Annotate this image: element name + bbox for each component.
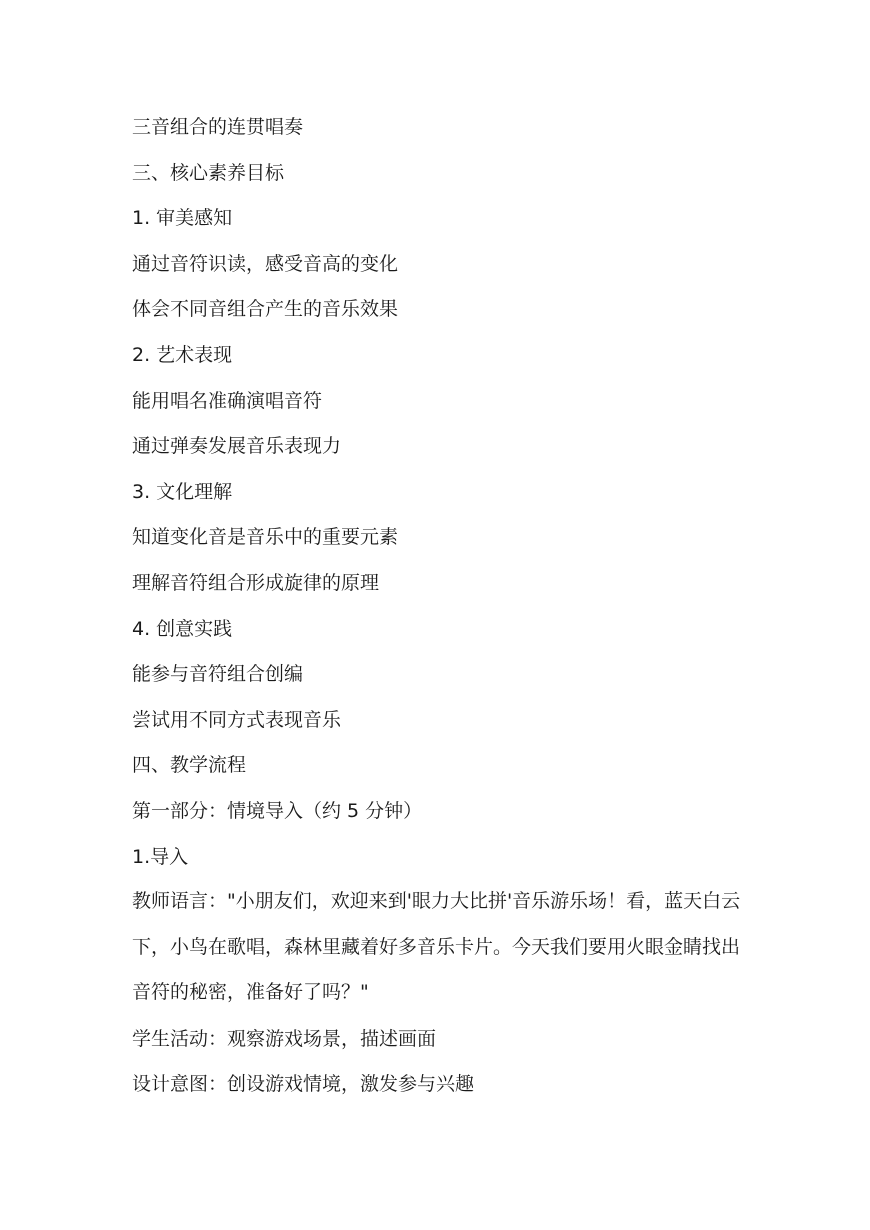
subsection-heading: 2. 艺术表现	[132, 343, 233, 366]
text-line: 能用唱名准确演唱音符	[132, 389, 323, 412]
text-line: 尝试用不同方式表现音乐	[132, 708, 342, 731]
subsection-heading: 1. 审美感知	[132, 207, 233, 230]
text-line: 三音组合的连贯唱奏	[132, 116, 304, 138]
text-line: 能参与音符组合创编	[132, 663, 304, 686]
subsection-heading: 3. 文化理解	[132, 480, 233, 503]
teacher-speech-paragraph: 教师语言："小朋友们，欢迎来到'眼力大比拼'音乐游乐场！看，蓝天白云下，小鸟在歌唱，森林里藏着好多音乐卡片。今天我们要用火眼金睛找出音符的秘密，准备好了吗？"	[132, 890, 741, 1004]
text-line: 知道变化音是音乐中的重要元素	[132, 526, 399, 549]
section-heading: 三、核心素养目标	[132, 161, 285, 184]
text-line: 通过音符识读，感受音高的变化	[132, 252, 399, 275]
section-heading: 四、教学流程	[132, 754, 247, 777]
text-line: 体会不同音组合产生的音乐效果	[132, 298, 399, 321]
document-body	[132, 112, 752, 1115]
subsection-heading: 4. 创意实践	[132, 617, 233, 640]
text-line: 理解音符组合形成旋律的原理	[132, 571, 380, 594]
student-activity-line: 学生活动：观察游戏场景，描述画面	[132, 1027, 437, 1050]
step-heading: 1.导入	[132, 845, 189, 868]
text-line: 通过弹奏发展音乐表现力	[132, 435, 342, 458]
design-intent-line: 设计意图：创设游戏情境，激发参与兴趣	[132, 1073, 475, 1096]
part-heading: 第一部分：情境导入（约 5 分钟）	[132, 799, 423, 822]
